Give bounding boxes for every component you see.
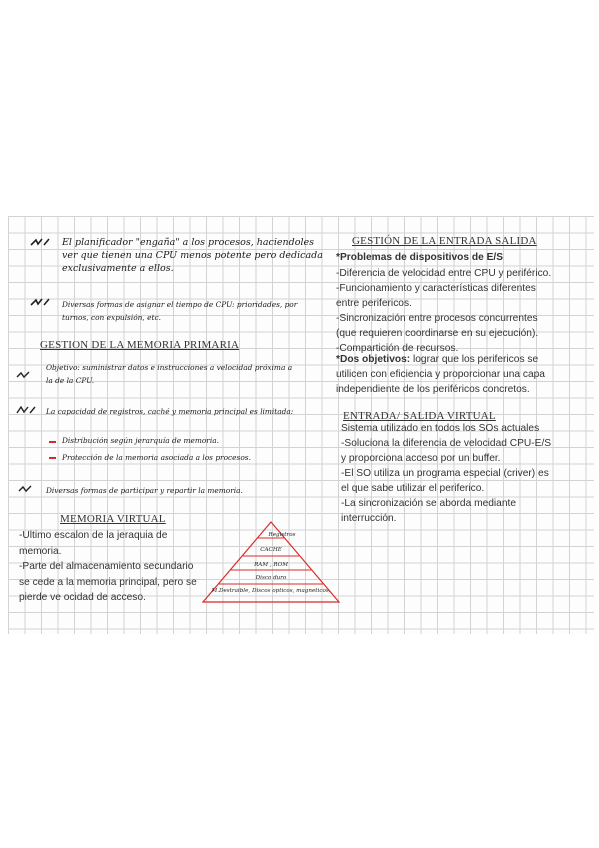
item-proteccion: Protección de la memoria asociada a los procesos. (62, 453, 251, 462)
es-line-3: entre perifericos. (336, 298, 412, 309)
item-distribucion: Distribución según jerarquía de memoria. (62, 436, 219, 445)
red-bullet (49, 457, 56, 459)
problemas-title: *Problemas de dispositivos de E/S (336, 252, 504, 263)
red-bullet (49, 441, 56, 443)
check-mark-icon (30, 237, 52, 247)
es-line-6: -Compartición de recursos. (336, 343, 459, 354)
es-line-5: (que requieren coordinarse en su ejecución). (336, 328, 539, 339)
formas-memoria: Diversas formas de participar y repartir la memoria. (46, 486, 243, 495)
esv-line-2: -Soluciona la diferencia de velocidad CPU-E/S (341, 438, 552, 449)
esv-line-5: el que sabe utilizar el periferico. (341, 483, 485, 494)
heading-entrada-salida: GESTIÓN DE LA ENTRADA SALIDA (352, 235, 537, 247)
check-mark-icon (30, 297, 52, 307)
memoria-virtual-text-2: -Parte del almacenamiento secundario se cede a la memoria principal, pero se pierde ve ocidad de acceso. (19, 561, 197, 604)
memoria-virtual-text-1: -Ultimo escalon de la jeraquia de memoria. (19, 530, 168, 557)
es-line-4: -Sincronización entre procesos concurrentes (336, 313, 538, 324)
objetivos-line-1 (336, 352, 538, 368)
esv-line-1: Sistema utilizado en todos los SOs actuales (341, 423, 540, 434)
objetivos-label: *Dos objetivos: (336, 354, 411, 365)
pyramid-level-disco: Disco duro (255, 575, 287, 581)
pyramid-level-registros: Registros (268, 532, 296, 538)
pyramid-level-extraibles: M.Destraible, Discos opticos, magneticos. (211, 588, 331, 594)
esv-line-3: y proporciona acceso por un buffer. (341, 453, 501, 464)
objetivo-memoria: Objetivo: suministrar datos e instrucciones a velocidad próxima a la de la CPU. (46, 363, 293, 385)
check-mark-icon (16, 405, 38, 415)
objetivos-text-1: lograr que los perifericos se (410, 354, 539, 365)
heading-memoria-primaria: GESTION DE LA MEMORIA PRIMARIA (40, 339, 240, 351)
objetivos-line-2: utilicen con eficiencia y proporcionar una capa (336, 369, 545, 380)
note-formas-cpu: Diversas formas de asignar el tiempo de CPU: prioridades, por turnos, con expulsión, etc. (62, 300, 298, 322)
check-mark-icon (16, 370, 38, 380)
esv-line-6: -La sincronización se aborda mediante (341, 498, 516, 509)
esv-line-4: -El SO utiliza un programa especial (criver) es (341, 468, 549, 479)
objetivos-line-3: independiente de los periféricos concretos. (336, 384, 530, 395)
esv-line-7: interrucción. (341, 513, 397, 524)
check-mark-icon (18, 484, 40, 494)
es-line-1: -Diferencia de velocidad entre CPU y periférico. (336, 268, 552, 279)
heading-memoria-virtual: MEMORIA VIRTUAL (60, 513, 166, 525)
pyramid-level-cache: CACHE (260, 547, 282, 553)
heading-es-virtual: ENTRADA/ SALIDA VIRTUAL (343, 410, 496, 422)
es-line-2: -Funcionamiento y características diferentes (336, 283, 536, 294)
note-planificador: El planificador "engaña" a los procesos, haciendoles ver que tienen una CPU menos potente pero dedicada exclusivamente a ellos. (62, 237, 323, 274)
pyramid-level-ram-rom: RAM , ROM (254, 562, 288, 568)
capacidad-limitada: La capacidad de registros, caché y memoria principal es limitada: (46, 407, 294, 416)
